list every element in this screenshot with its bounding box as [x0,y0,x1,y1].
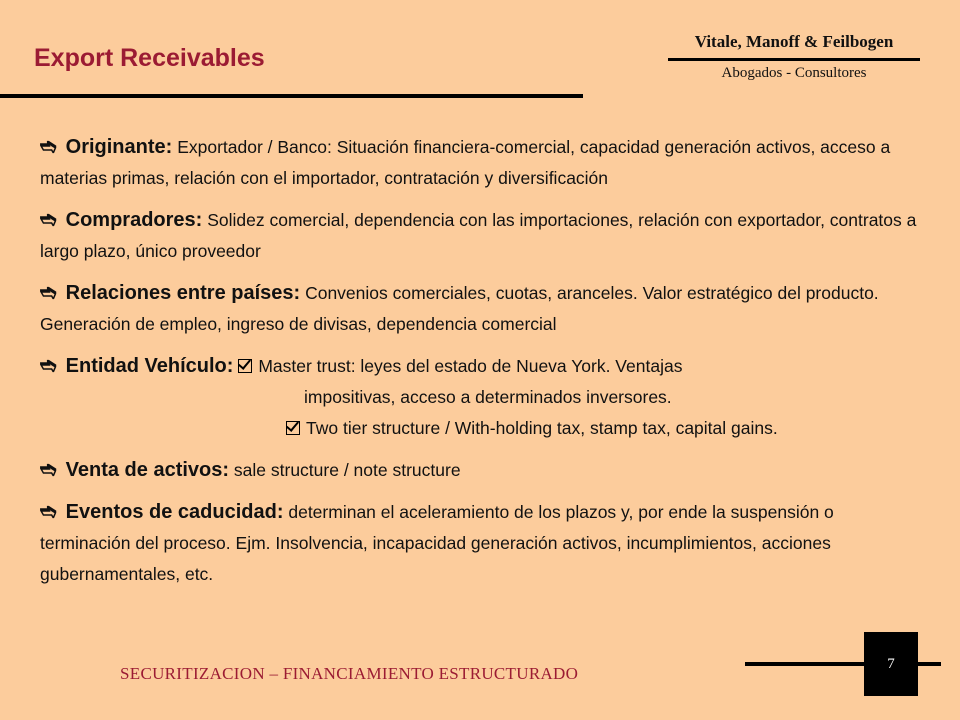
footer-text: SECURITIZACION – FINANCIAMIENTO ESTRUCTURADO [120,664,579,683]
bullet-lead: Relaciones entre países: [65,282,301,304]
firm-block [668,32,920,82]
bullet-eventos [40,497,920,590]
entidad-item1-line1: Master trust: leyes del estado de Nueva York. Ventajas [258,356,683,376]
bullet-entidad [40,351,920,444]
firm-subtitle: Abogados - Consultores [721,65,867,81]
arrow-bullet-icon: ➬ [40,355,57,377]
bullet-text: Exportador / Banco: Situación financiera-comercial, capacidad generación activos, acceso a materias primas, relación con el importador, contratación y diversificación [40,137,891,188]
bullet-lead: Entidad Vehículo: [65,355,234,377]
firm-name: Vitale, Manoff & Feilbogen [694,32,894,51]
bullet-lead: Originante: [65,136,173,158]
page-title: Export Receivables [34,44,265,72]
page-number: 7 [887,655,895,672]
entidad-line-1 [40,351,920,382]
bullet-originante [40,132,920,194]
checkbox-checked-icon [238,359,252,373]
entidad-line-3 [40,413,920,444]
bullet-text: Solidez comercial, dependencia con las importaciones, relación con exportador, contratos a largo plazo, único proveedor [40,210,917,261]
arrow-bullet-icon: ➬ [40,282,57,304]
checkbox-checked-icon [286,421,300,435]
arrow-bullet-icon: ➬ [40,136,57,158]
entidad-item2: Two tier structure / With-holding tax, stamp tax, capital gains. [306,418,778,438]
bullet-text: determinan el aceleramiento de los plazos y, por ende la suspensión o terminación del proceso. Ejm. Insolvencia, incapacidad generación activos, incumplimientos, acciones gubernamentales, etc. [40,502,834,584]
bullet-compradores [40,205,920,267]
firm-divider [668,58,920,61]
entidad-line-2: impositivas, acceso a determinados inversores. [304,387,672,407]
arrow-bullet-icon: ➬ [40,209,57,231]
slide-content [40,132,920,601]
bullet-lead: Venta de activos: [65,459,230,481]
bullet-lead: Compradores: [65,209,203,231]
bullet-text: Convenios comerciales, cuotas, aranceles. Valor estratégico del producto. Generación de empleo, ingreso de divisas, dependencia comercial [40,283,879,334]
page-number-box [864,632,918,696]
bullet-relaciones [40,278,920,340]
bullet-text: sale structure / note structure [233,460,461,480]
bullet-lead: Eventos de caducidad: [65,501,284,523]
bullet-venta [40,455,920,486]
arrow-bullet-icon: ➬ [40,501,57,523]
arrow-bullet-icon: ➬ [40,459,57,481]
title-underline [0,94,583,98]
